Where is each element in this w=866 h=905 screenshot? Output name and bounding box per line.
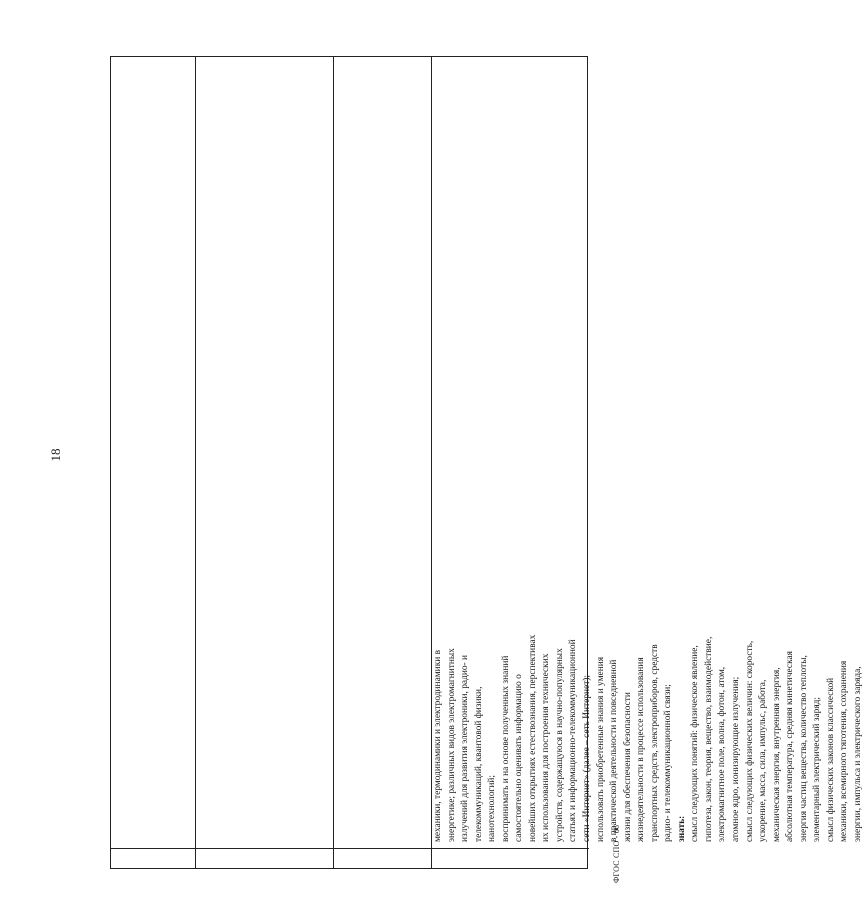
content-line: смысл физических законов классической <box>825 677 836 842</box>
content-line: механики, термодинамики и электродинамики в <box>433 649 443 842</box>
content-line: элементарный электрический заряд; <box>812 696 823 842</box>
content-line: воспринимать и на основе полученных знаний <box>500 655 511 842</box>
content-line: их использования для построения технических <box>541 653 552 842</box>
table-cell-index <box>334 848 431 868</box>
content-line: энергия частиц вещества, количество теплоты, <box>798 655 809 842</box>
content-line: радио- и телекоммуникационной связи; <box>663 684 674 842</box>
content-line: механическая энергия, внутренняя энергия, <box>771 667 782 842</box>
content-line: излучений для развития электроники, радио- и <box>460 654 471 842</box>
table-cell-empty <box>196 57 333 848</box>
content-line: использовать приобретенные знания и умения <box>595 656 606 842</box>
content-line: сети «Интернет» (далее – сеть Интернет); <box>582 674 593 842</box>
content-line: знать: <box>676 815 687 842</box>
table-cell-empty <box>111 57 195 848</box>
table-cell-index <box>432 848 589 868</box>
content-line: нанотехнологий; <box>487 774 498 842</box>
page-number: 18 <box>48 448 63 462</box>
content-line: новейших открытиях естествознания, перспективах <box>527 634 538 842</box>
content-line: энергии, импульса и электрического заряда, <box>852 666 863 842</box>
table-row-empty-2 <box>195 57 333 868</box>
content-line: абсолютная температура, средняя кинетическая <box>785 651 796 842</box>
content-line: атомное ядро, ионизирующие излучения; <box>731 676 742 842</box>
content-line: смысл следующих физических величин: скорость, <box>744 640 755 842</box>
footer-code: ФГОС СПО - 06 <box>612 824 621 883</box>
content-line: энергетике; различных видов электромагнитных <box>446 648 457 842</box>
table-cell-content <box>432 57 863 848</box>
table-cell-empty <box>334 57 431 848</box>
content-line: гипотеза, закон, теория, вещество, взаимодействие, <box>703 636 714 842</box>
table-row-empty-1 <box>111 57 195 868</box>
content-line: смысл следующих понятий: физическое явление, <box>690 645 701 842</box>
content-line: самостоятельно оценивать информацию о <box>514 674 525 842</box>
content-line: телекоммуникаций, квантовой физики, <box>473 686 484 842</box>
content-line: устройств, содержащуюся в научно-популярных <box>554 648 565 842</box>
content-line: жизни для обеспечения безопасности <box>622 692 633 842</box>
content-line: электромагнитное поле, волна, фотон, атом, <box>717 666 728 842</box>
table-cell-index <box>196 848 333 868</box>
table-cell-index <box>111 848 195 868</box>
content-line: статьях и информационно-телекоммуникационной <box>568 639 579 842</box>
content-line: механики, всемирного тяготения, сохранения <box>839 660 850 842</box>
content-text-block <box>432 61 866 842</box>
content-line: в практической деятельности и повседневной <box>609 659 620 842</box>
content-line: ускорение, масса, сила, импульс, работа, <box>758 679 769 842</box>
content-line: жизнедеятельности в процессе использования <box>636 657 647 842</box>
content-line: транспортных средств, электроприборов, средств <box>649 644 660 842</box>
table-row-empty-3 <box>333 57 431 868</box>
